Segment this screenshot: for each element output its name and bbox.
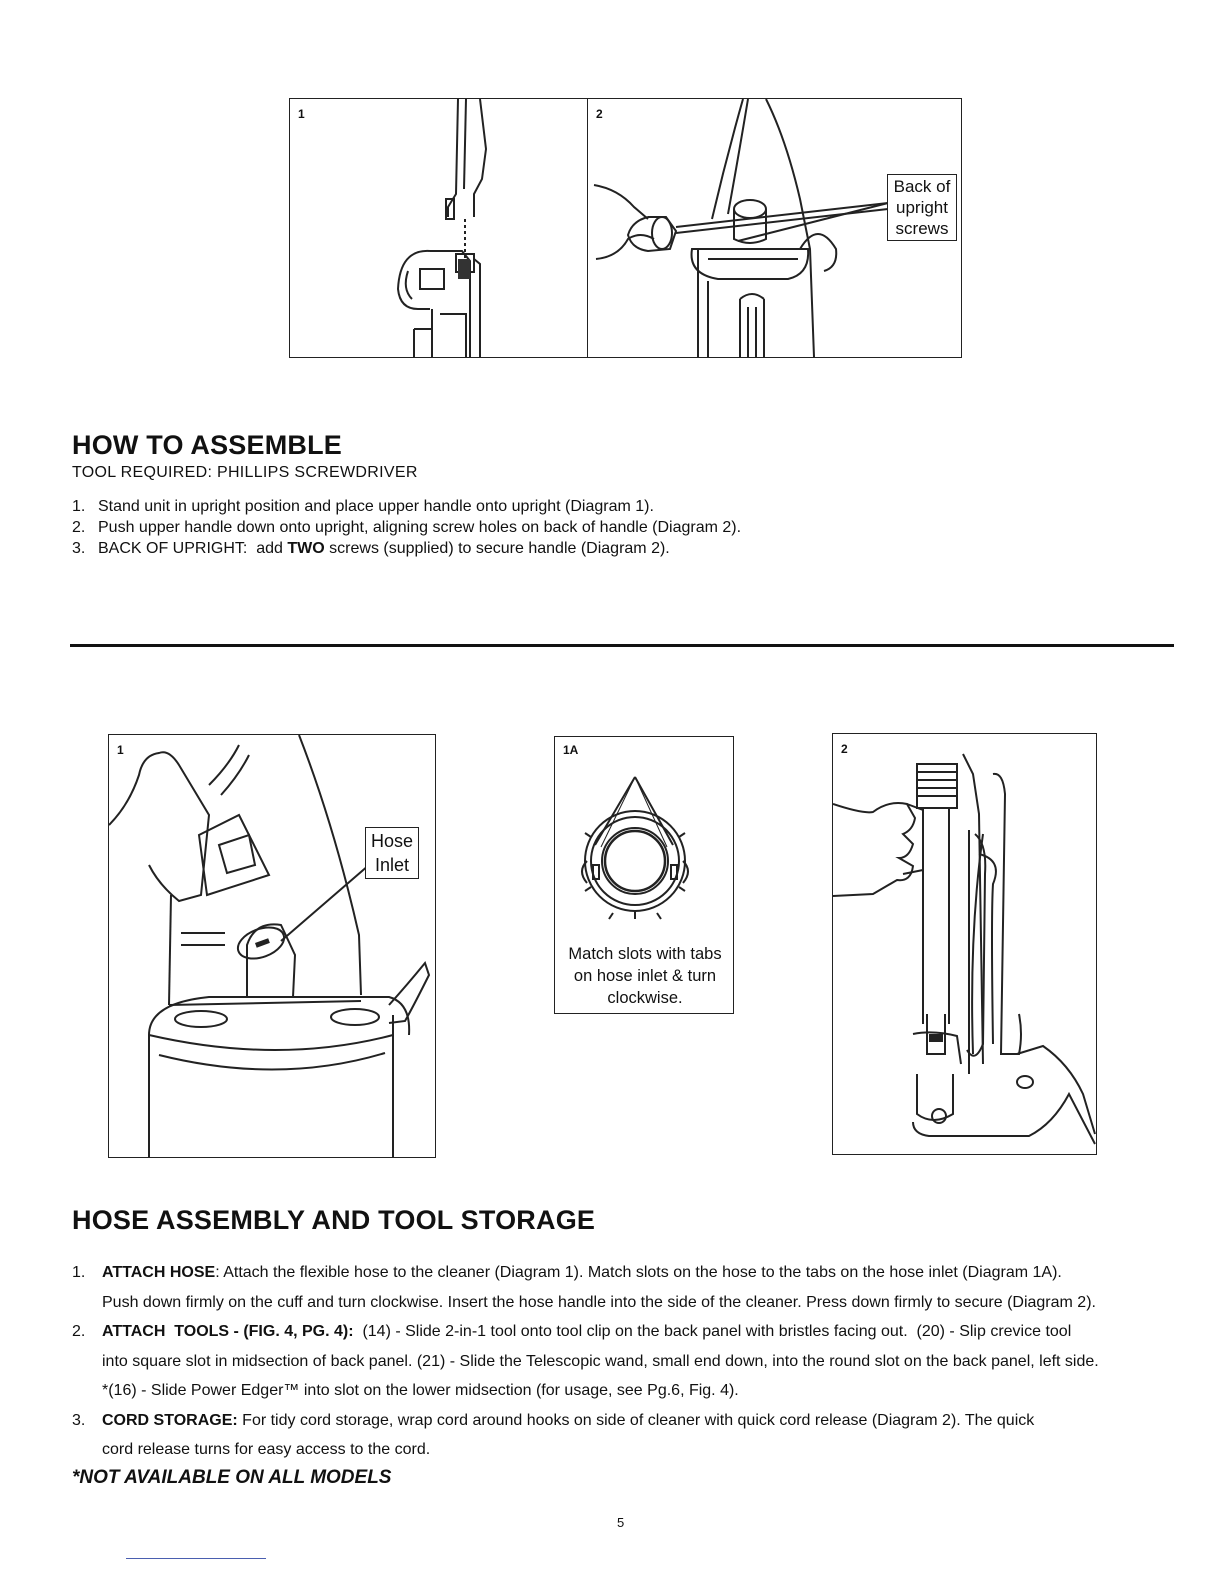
figure-1a-match-slots xyxy=(554,736,734,1014)
list-item xyxy=(72,1406,1182,1465)
caption-line: Match slots with tabs xyxy=(568,945,722,963)
tool-required: TOOL REQUIRED: PHILLIPS SCREWDRIVER xyxy=(72,464,418,481)
list-item xyxy=(72,496,1172,517)
hose-cuff-illustration xyxy=(555,737,734,947)
callout-line: Back of xyxy=(893,177,951,196)
footer-rule xyxy=(126,1558,266,1559)
figure-1-handle-onto-upright xyxy=(289,98,589,358)
step-body xyxy=(102,1258,1096,1317)
step-text: *(16) - Slide Power Edger™ into slot on the lower midsection (for usage, see Pg.6, Fig. 4). xyxy=(102,1382,739,1399)
figure-2-hose-storage xyxy=(832,733,1097,1155)
list-item xyxy=(72,1258,1182,1317)
callout-line: Hose xyxy=(370,831,414,851)
hose-title: HOSE ASSEMBLY AND TOOL STORAGE xyxy=(72,1205,596,1235)
back-of-upright-screws-callout xyxy=(887,174,957,241)
page-number: 5 xyxy=(617,1515,625,1530)
step-line xyxy=(102,1258,1096,1288)
figure-number: 2 xyxy=(596,107,603,121)
step-text: (14) - Slide 2-in-1 tool onto tool clip on the back panel with bristles facing out. (20) - Slip crevice tool xyxy=(353,1323,1072,1340)
list-item xyxy=(72,1317,1182,1406)
step-text: cord release turns for easy access to the cord. xyxy=(102,1441,431,1458)
step-body xyxy=(102,1317,1099,1406)
hose-storage-illustration xyxy=(833,734,1097,1155)
step-body xyxy=(102,1406,1034,1465)
step-label: ATTACH HOSE xyxy=(102,1264,216,1281)
step-text xyxy=(98,538,670,559)
step-text: Stand unit in upright position and place upper handle onto upright (Diagram 1). xyxy=(98,498,654,515)
caption-line: clockwise. xyxy=(607,989,683,1007)
callout-line: screws xyxy=(895,219,949,238)
figure-2-back-of-upright-screws xyxy=(587,98,962,358)
callout-line: Inlet xyxy=(374,855,410,875)
step-text: Push down firmly on the cuff and turn clockwise. Insert the hose handle into the side of the cleaner. Press down firmly to secure (Diagram 2). xyxy=(102,1293,1096,1311)
step-line xyxy=(102,1406,1034,1436)
hose-steps xyxy=(72,1258,1182,1465)
step-number: 1. xyxy=(72,498,86,515)
step-text: For tidy cord storage, wrap cord around hooks on side of cleaner with quick cord release (Diagram 2). The quick xyxy=(237,1411,1035,1429)
step-label: CORD STORAGE: xyxy=(102,1411,238,1429)
figure-number: 1A xyxy=(563,743,579,757)
step-number: 3. xyxy=(72,540,86,557)
step-text: Push upper handle down onto upright, aligning screw holes on back of handle (Diagram 2). xyxy=(98,519,742,536)
hose-attach-illustration xyxy=(109,735,436,1158)
figure-1-hose-inlet xyxy=(108,734,436,1158)
step-label: ATTACH TOOLS xyxy=(102,1323,230,1340)
list-item xyxy=(72,517,1172,538)
step-text: into square slot in midsection of back panel. (21) - Slide the Telescopic wand, small end down, into the round slot on the back panel, left side. xyxy=(102,1352,1099,1370)
assemble-title: HOW TO ASSEMBLE xyxy=(72,430,343,460)
step-text: : Attach the flexible hose to the cleaner (Diagram 1). Match slots on the hose to the tabs on the hose inlet (Diagram 1A). xyxy=(215,1264,1062,1281)
assemble-steps xyxy=(72,496,1172,559)
step-text-bold: TWO xyxy=(287,540,325,557)
figure-number: 1 xyxy=(298,107,305,121)
step-text-post: screws (supplied) to secure handle (Diagram 2). xyxy=(324,540,670,557)
callout-line: upright xyxy=(896,198,948,217)
hose-section xyxy=(72,1205,1182,1489)
figure-1a-caption xyxy=(555,943,734,1009)
figure-number: 2 xyxy=(841,742,848,756)
hose-inlet-callout xyxy=(365,827,419,879)
step-number: 3. xyxy=(72,1411,86,1429)
step-line xyxy=(102,1317,1099,1347)
section-divider xyxy=(70,644,1174,647)
caption-line: on hose inlet & turn xyxy=(573,967,717,985)
step-number: 2. xyxy=(72,1323,86,1340)
assemble-section xyxy=(72,430,1172,559)
step-ref: - (FIG. 4, PG. 4): xyxy=(229,1323,354,1340)
step-text-pre: BACK OF UPRIGHT: add xyxy=(98,540,288,557)
figure-number: 1 xyxy=(117,743,124,757)
handle-illustration xyxy=(290,99,589,358)
step-number: 2. xyxy=(72,519,86,536)
availability-note: *NOT AVAILABLE ON ALL MODELS xyxy=(72,1466,392,1488)
list-item xyxy=(72,538,1172,559)
step-number: 1. xyxy=(72,1264,86,1281)
